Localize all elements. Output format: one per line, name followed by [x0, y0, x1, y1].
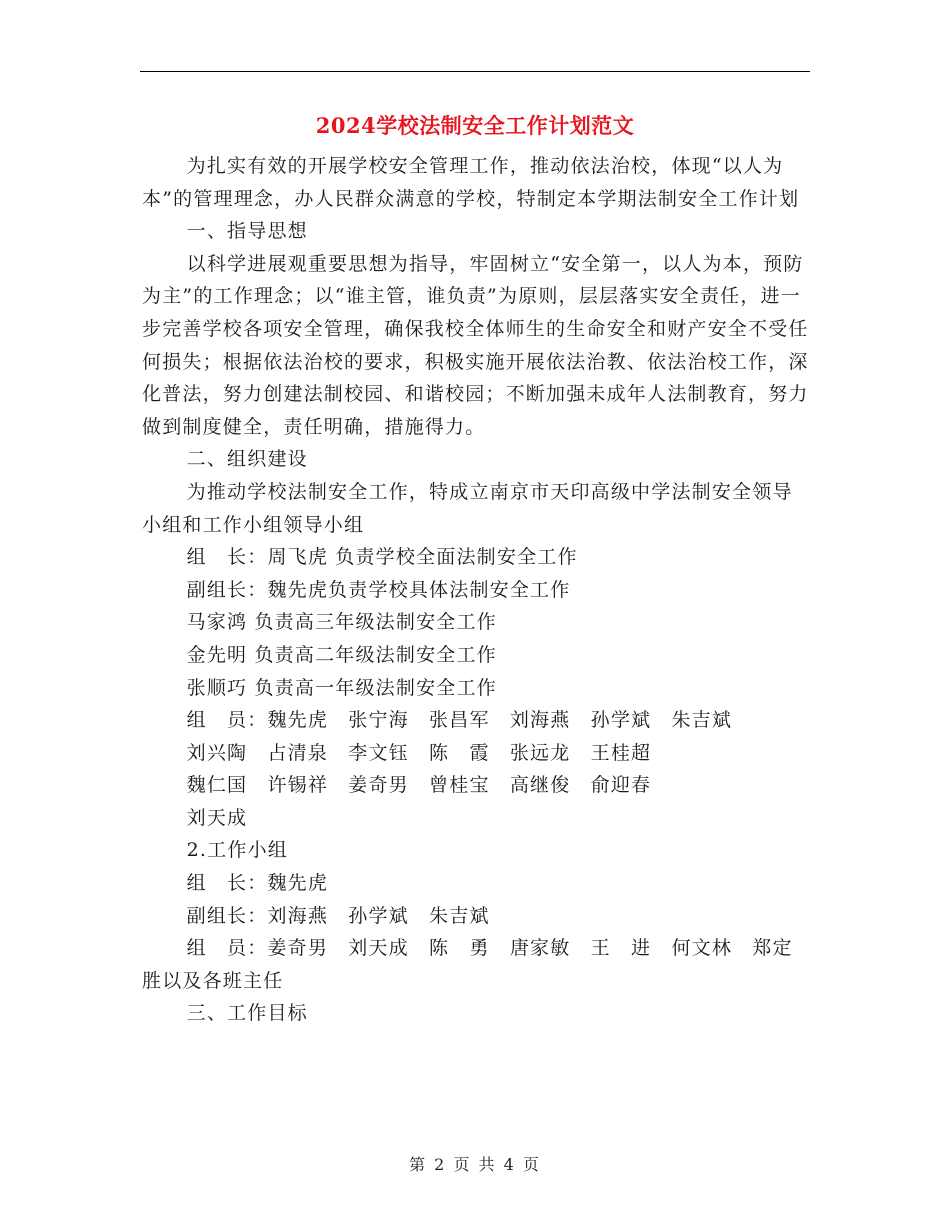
page-number-footer: 第 2 页 共 4 页 [409, 1155, 541, 1174]
members-line-3: 魏仁国 许锡祥 姜奇男 曾桂宝 高继俊 俞迎春 [186, 774, 652, 797]
grade-three-line: 马家鸿 负责高三年级法制安全工作 [186, 611, 497, 634]
section-heading-organization: 二、组织建设 [186, 448, 308, 471]
organization-paragraph: 为推动学校法制安全工作，特成立南京市天印高级中学法制安全领导小组和工作小组领导小组 [142, 480, 793, 536]
document-body [142, 150, 812, 1030]
section-heading-goals: 三、工作目标 [186, 1002, 308, 1025]
grade-one-line: 张顺巧 负责高一年级法制安全工作 [186, 676, 497, 699]
document-title: 2024学校法制安全工作计划范文 [315, 113, 635, 138]
intro-paragraph: 为扎实有效的开展学校安全管理工作，推动依法治校，体现“以人为本”的管理理念，办人民群众满意的学校，特制定本学期法制安全工作计划 [142, 155, 800, 210]
grade-two-line: 金先明 负责高二年级法制安全工作 [186, 643, 497, 666]
working-group-members: 组 员：姜奇男 刘天成 陈 勇 唐家敏 王 进 何文林 郑定胜以及各班主任 [142, 937, 793, 992]
working-group-leader: 组 长：魏先虎 [186, 872, 329, 895]
members-line-4: 刘天成 [186, 806, 248, 829]
guiding-thought-paragraph: 以科学进展观重要思想为指导，牢固树立“安全第一，以人为本，预防为主”的工作理念；以“谁主管，谁负责”为原则，层层落实安全责任，进一步完善学校各项安全管理，确保我校全体师生的生命安全和财产安全不受任何损失；根据依法治校的要求，积极实施开展依法治教、依法治校工作，深化普法，努力创建法制校园、和谐校园；不断加强未成年人法制教育，努力做到制度健全，责任明确，措施得力。 [142, 252, 809, 438]
working-group-deputies: 副组长：刘海燕 孙学斌 朱吉斌 [186, 904, 490, 927]
leader-line: 组 长：周飞虎 负责学校全面法制安全工作 [186, 546, 578, 569]
section-heading-guiding-thought: 一、指导思想 [186, 220, 308, 243]
members-line-1: 组 员：魏先虎 张宁海 张昌军 刘海燕 孙学斌 朱吉斌 [186, 709, 733, 732]
members-line-2: 刘兴陶 占清泉 李文钰 陈 霞 张远龙 王桂超 [186, 741, 652, 764]
working-group-heading: 2.工作小组 [186, 839, 288, 862]
header-rule [140, 71, 810, 72]
deputy-leader-line: 副组长：魏先虎负责学校具体法制安全工作 [186, 578, 571, 601]
